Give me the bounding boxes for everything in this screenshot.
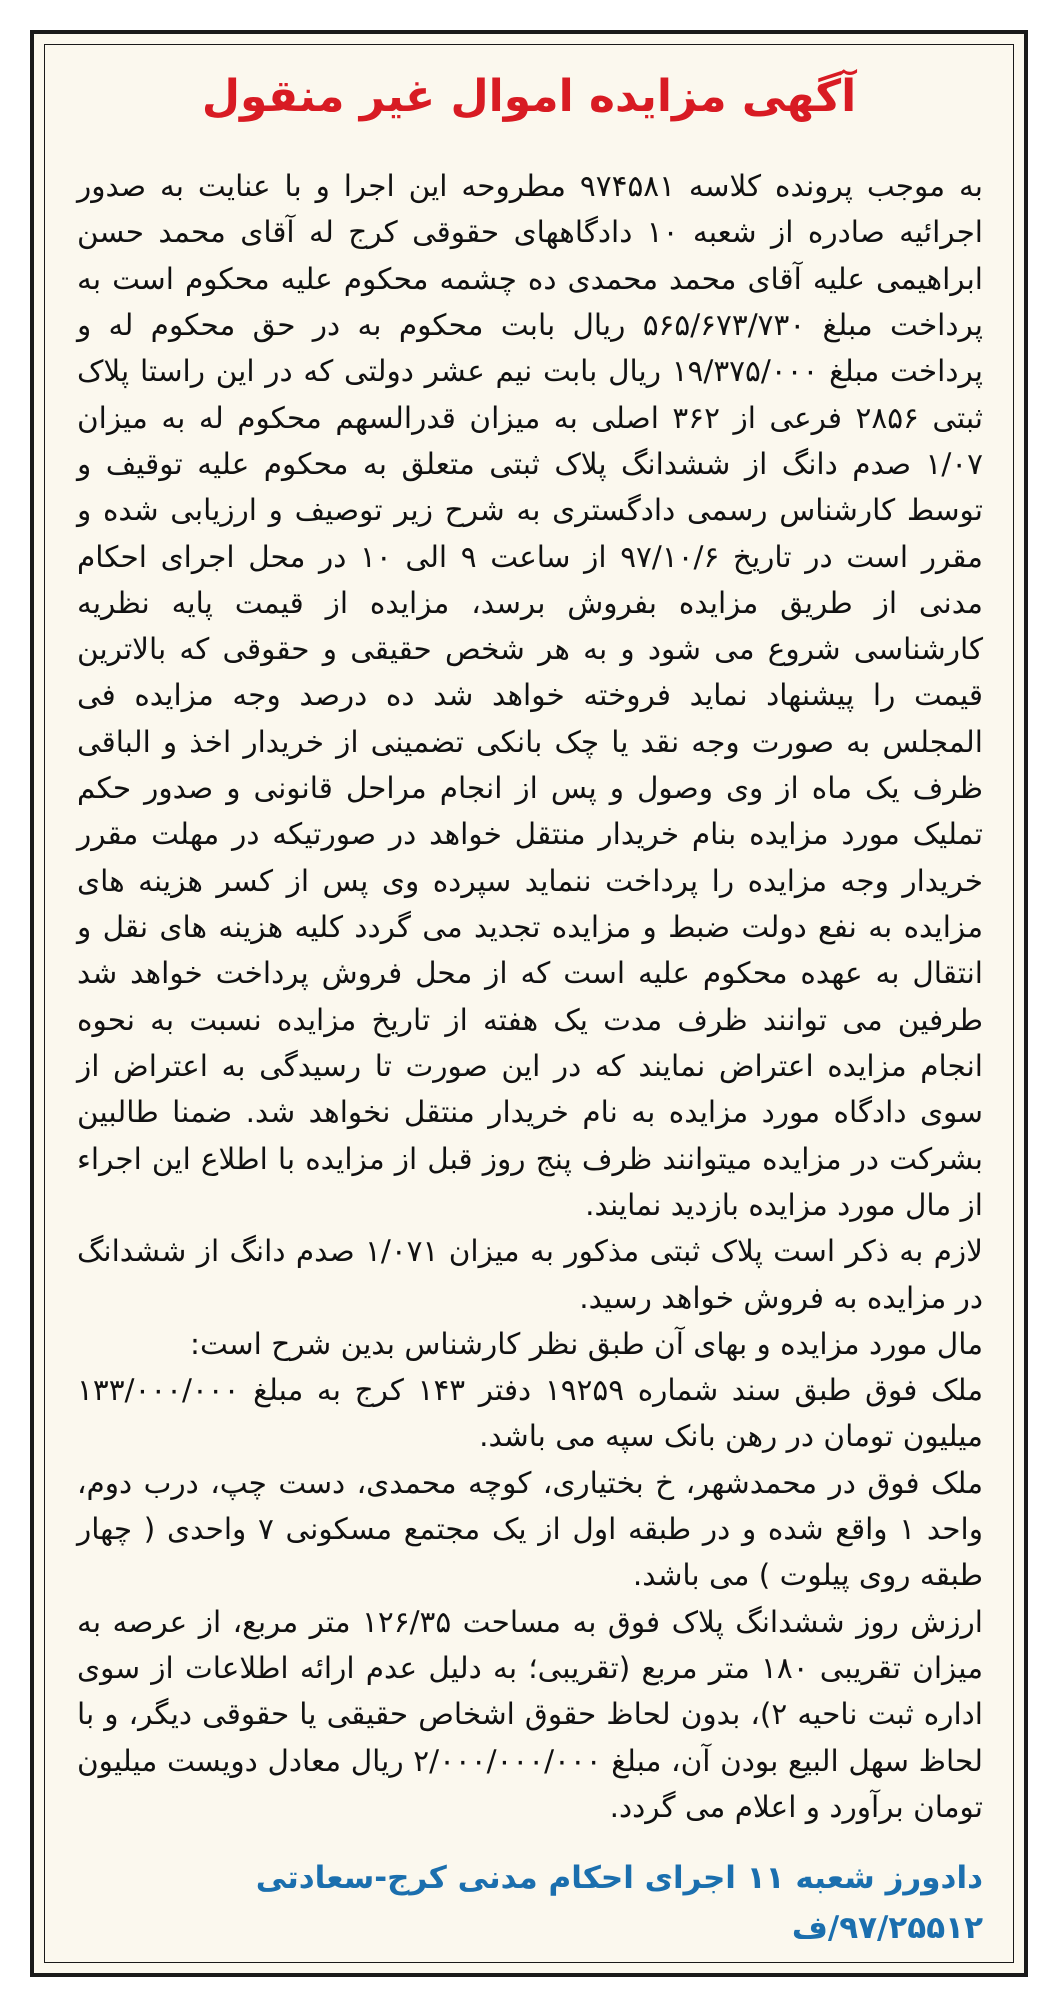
body-paragraph-mortgage: ملک فوق طبق سند شماره ۱۹۲۵۹ دفتر ۱۴۳ کرج به مبلغ ۱۳۳/۰۰۰/۰۰۰ میلیون تومان در رهن بانک سپه می باشد.	[77, 1373, 984, 1454]
notice-title: آگهی مزایده اموال غیر منقول	[201, 71, 857, 122]
body-paragraph-valuation: ارزش روز ششدانگ پلاک فوق به مساحت ۱۲۶/۳۵ متر مربع، از عرصه به میزان تقریبی ۱۸۰ متر مربع (تقریبی؛ به دلیل عدم ارائه اطلاعات از سوی اداره ثبت ناحیه ۲)، بدون لحاظ حقوق اشخاص حقیقی یا حقوقی دیگر، و با لحاظ سهل البیع بودن آن، مبلغ ۲/۰۰۰/۰۰۰/۰۰۰ ریال معادل دویست میلیون تومان برآورد و اعلام می گردد.	[77, 1604, 984, 1824]
body-paragraph-property-heading: مال مورد مزایده و بهای آن طبق نظر کارشناس بدین شرح است:	[190, 1326, 983, 1361]
body-paragraph-main: به موجب پرونده کلاسه ۹۷۴۵۸۱ مطروحه این اجرا و با عنایت به صدور اجرائیه صادره از شعبه ۱۰ دادگاههای حقوقی کرج له آقای محمد حسن ابراهیمی علیه آقای محمد محمدی ده چشمه محکوم علیه محکوم است به پرداخت مبلغ ۵۶۵/۶۷۳/۷۳۰ ریال بابت محکوم به در حق محکوم له و پرداخت مبلغ ۱۹/۳۷۵/۰۰۰ ریال بابت نیم عشر دولتی که در این راستا پلاک ثبتی ۲۸۵۶ فرعی از ۳۶۲ اصلی به میزان قدرالسهم محکوم له به میزان ۱/۰۷ صدم دانگ از ششدانگ پلاک ثبتی متعلق به محکوم علیه توقیف و توسط کارشناس رسمی دادگستری به شرح زیر توصیف و ارزیابی شده و مقرر است در تاریخ ۹۷/۱۰/۶ از ساعت ۹ الی ۱۰ در محل اجرای احکام مدنی از طریق مزایده بفروش برسد، مزایده از قیمت پایه نظریه کارشناسی شروع می شود و به هر شخص حقیقی و حقوقی که بالاترین قیمت را پیشنهاد نماید فروخته خواهد شد ده درصد وجه مزایده فی المجلس به صورت وجه نقد یا چک بانکی تضمینی از خریدار اخذ و الباقی ظرف یک ماه از وی وصول و پس از انجام مراحل قانونی و صدور حکم تملیک مورد مزایده بنام خریدار منتقل خواهد در صورتیکه در مهلت مقرر خریدار وجه مزایده را پرداخت ننماید سپرده وی پس از کسر هزینه های مزایده به نفع دولت ضبط و مزایده تجدید می گردد کلیه هزینه های نقل و انتقال به عهده محکوم علیه است که از محل فروش پرداخت خواهد شد طرفین می توانند ظرف مدت یک هفته از تاریخ مزایده نسبت به نحوه انجام مزایده اعتراض نمایند که در این صورت تا رسیدگی به اعتراض از سوی دادگاه مورد مزایده به نام خریدار منتقل نخواهد شد. ضمنا طالبین بشرکت در مزایده میتوانند ظرف پنج روز قبل از مزایده با اطلاع این اجراء از مال مورد مزایده بازدید نمایند.	[77, 169, 984, 1222]
signature-officer: دادورز شعبه ۱۱ اجرای احکام مدنی کرج-سعادتی	[255, 1860, 983, 1896]
body-paragraph-note: لازم به ذکر است پلاک ثبتی مذکور به میزان ۱/۰۷۱ صدم دانگ از ششدانگ در مزایده به فروش خواهد رسید.	[77, 1234, 983, 1315]
body-paragraph-location: ملک فوق در محمدشهر، خ بختیاری، کوچه محمدی، دست چپ، درب دوم، واحد ۱ واقع شده و در طبقه اول از یک مجتمع مسکونی ۷ واحدی ( چهار طبقه روی پیلوت ) می باشد.	[77, 1465, 983, 1593]
signature-reference-number: ۹۷/۲۵۵۱۲/ف	[791, 1910, 983, 1946]
notice-frame	[30, 30, 1028, 1977]
notice-inner-border	[44, 44, 1014, 1963]
signature-block	[77, 1853, 983, 1953]
notice-body	[77, 163, 983, 1830]
